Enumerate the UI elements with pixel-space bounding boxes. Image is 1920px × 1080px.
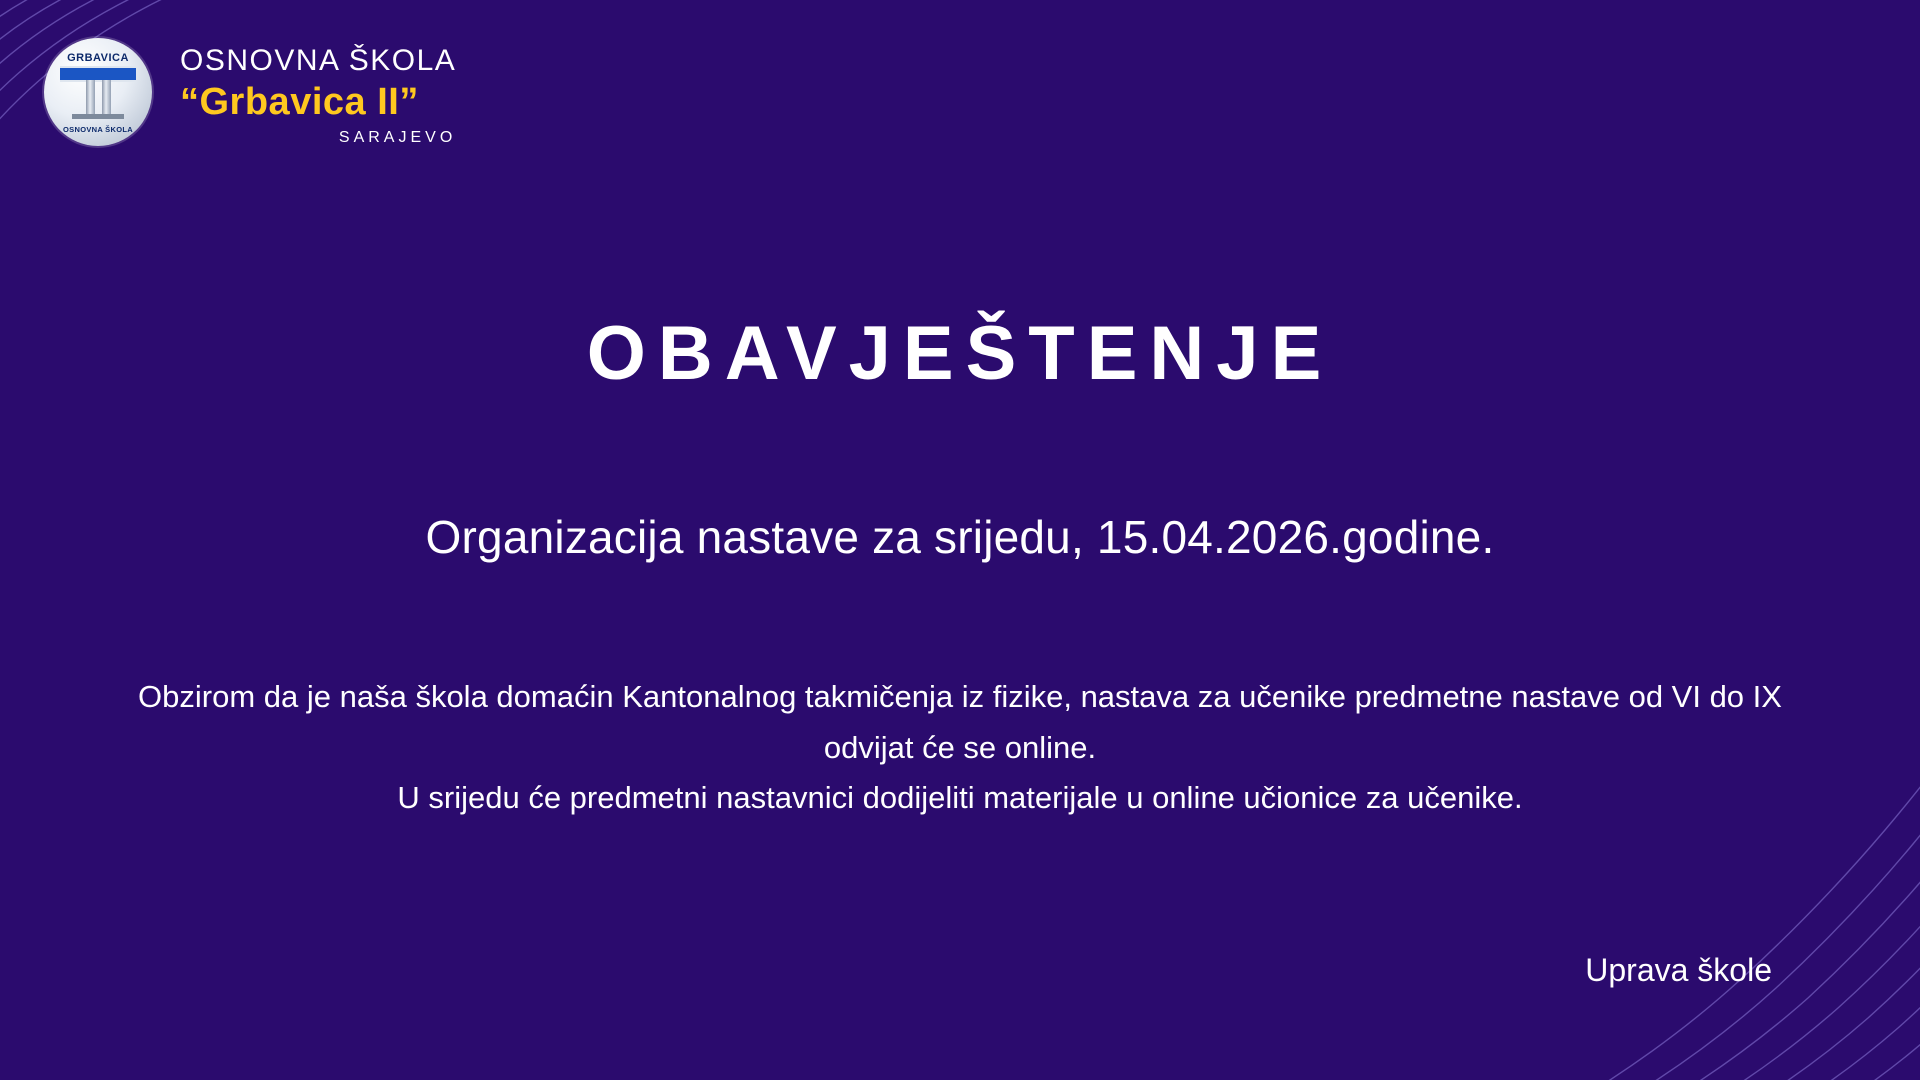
notice-paragraph-1: Obzirom da je naša škola domaćin Kantonalnog takmičenja iz fizike, nastava za učenike predmetne nastave od VI do IX odvijat će se online. xyxy=(138,679,1782,765)
logo-pillars xyxy=(44,80,152,114)
notice-heading: OBAVJEŠTENJE xyxy=(586,311,1334,396)
notice-signature: Uprava škole xyxy=(1585,952,1772,988)
logo-bottom-text: OSNOVNA ŠKOLA xyxy=(63,125,133,134)
school-logo-icon xyxy=(44,38,152,146)
school-city: SARAJEVO xyxy=(338,128,457,146)
school-name-line-1: OSNOVNA ŠKOLA xyxy=(180,44,457,77)
notice-body xyxy=(95,672,1825,824)
school-header xyxy=(44,38,456,147)
notice-subheading: Organizacija nastave za srijedu, 15.04.2026.godine. xyxy=(425,511,1495,563)
school-name-line-2: “Grbavica II” xyxy=(180,81,419,123)
logo-base xyxy=(72,114,124,119)
school-name-block xyxy=(180,38,456,147)
notice-paragraph-2: U srijedu će predmetni nastavnici dodijeliti materijale u online učionice za učenike. xyxy=(397,780,1523,816)
logo-top-text: GRBAVICA xyxy=(67,52,129,64)
